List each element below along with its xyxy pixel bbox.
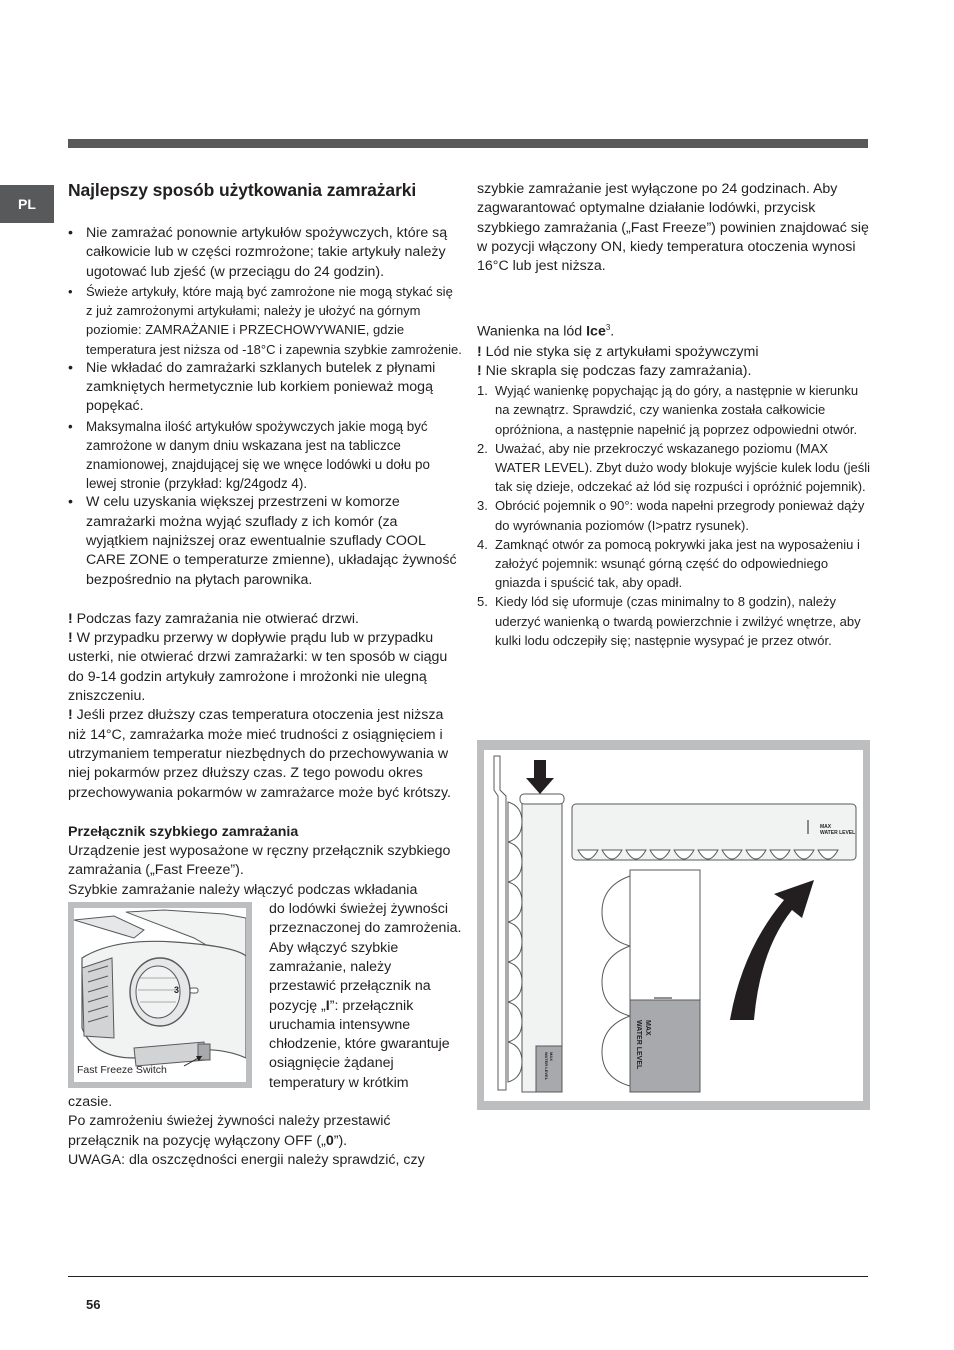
switch-paragraph: czasie. (68, 1094, 113, 1111)
step-text: Wyjąć wanienkę popychając ją do góry, a następnie w kierunku na zewnątrz. Sprawdzić, czy wanienka została całkowicie opróżniona, a następnie napełnić ją poprzez odpowiedni otwór. (495, 383, 859, 437)
ice-warning (477, 343, 871, 362)
bottom-divider (68, 1276, 868, 1277)
max-water-label-vertical (634, 1020, 652, 1069)
warning-door (68, 610, 462, 629)
warning-mark: ! (68, 630, 73, 647)
warning-mark: ! (68, 610, 73, 627)
warning-power (68, 629, 462, 706)
fast-freeze-paragraph: szybkie zamrażanie jest wyłączone po 24 godzinach. Aby zagwarantować optymalne działanie lodówki, przycisk szybkiego zamrażania („Fast Freeze”) powinien znajdować się w pozycji włączony ON, kiedy temperatura otoczenia wynosi 16°C lub jest niższa. (477, 181, 869, 275)
list-item: • Świeże artykuły, które mają być zamrożone nie mogą stykać się z już zamrożonymi artykułami; należy je ułożyć na górnym poziomie: ZAMRAŻANIE i PRZECHOWYWANIE, gdzie temperatura jest niższa od -18°C i zapewnia szybkie zamrożenie. (68, 282, 462, 359)
step-number: 5. (477, 594, 488, 610)
dial-mark: 3 (174, 985, 180, 996)
position-off-label: 0 (325, 1132, 334, 1149)
list-item (477, 592, 871, 650)
fast-freeze-switch-figure (68, 902, 252, 1088)
warning-mark: ! (68, 707, 73, 724)
ice-warning (477, 362, 871, 381)
step-number: 3. (477, 498, 488, 514)
position-on-label: I (325, 997, 330, 1014)
list-item (477, 381, 871, 439)
water-level-label: WATER LEVEL (820, 830, 856, 836)
warning-text: Nie skrapla się podczas fazy zamrażania). (481, 362, 752, 379)
step-number: 2. (477, 440, 488, 456)
text-run: ”: przełącznik uruchamia intensywne chłodzenie, które gwarantuje osiągnięcie żądanej temperatury w krótkim (269, 997, 450, 1091)
warning-mark: ! (477, 343, 482, 360)
figure-caption: Fast Freeze Switch (77, 1064, 167, 1077)
step-text: Zamknąć otwór za pomocą pokrywki jaka jest na wyposażeniu i założyć pojemnik: wsunąć górną część do odpowiedniego gniazda i spuścić tak, aby opadł. (495, 536, 860, 591)
list-item: • W celu uzyskania większej przestrzeni w komorze zamrażarki można wyjąć szuflady z ich komór (za wyjątkiem najniższej oraz ewentualnie szuflady COOL CARE ZONE o temperaturze zmienne), układając żywność bezpośrednio na płytach parownika. (68, 493, 462, 589)
warning-temperature (68, 706, 462, 802)
list-item (477, 535, 871, 593)
left-column (68, 178, 462, 1170)
ice-tray-illustration (484, 750, 863, 1101)
switch-paragraph: do lodówki świeżej żywności przeznaczonej do zamrożenia. (269, 901, 462, 937)
switch-paragraph: UWAGA: dla oszczędności energii należy sprawdzić, czy (68, 1151, 425, 1168)
max-label: MAX (820, 824, 832, 830)
top-divider-bar (68, 139, 868, 148)
text-run: Po zamrożeniu świeżej żywności należy przestawić przełącznik na pozycję wyłączony OFF („ (68, 1113, 391, 1149)
tips-list (68, 224, 462, 590)
step-text: Kiedy lód się uformuje (czas minimalny to 8 godzin), należy uderzyć wanienką o twardą powierzchnie i zwilżyć wnętrze, aby kulki lodu odczepiły się; następnie wysypać je przez otwór. (495, 594, 861, 648)
ice-tray-figure (477, 740, 870, 1110)
spacer (68, 803, 462, 823)
warning-mark: ! (477, 362, 482, 379)
warning-text: Podczas fazy zamrażania nie otwierać drzwi. (72, 610, 359, 627)
list-item (477, 439, 871, 497)
switch-paragraph: Urządzenie jest wyposażone w ręczny przełącznik szybkiego zamrażania („Fast Freeze”). (68, 843, 451, 879)
right-column (477, 180, 871, 650)
max-label: MAX (549, 1052, 554, 1061)
text-run: . (610, 324, 615, 341)
water-level-label: WATER LEVEL (635, 1020, 642, 1070)
spacer (477, 276, 871, 318)
max-water-label-horizontal (820, 824, 855, 836)
max-water-label-left (544, 1052, 554, 1080)
list-item: • Maksymalna ilość artykułów spożywczych jakie mogą być zamrożone w danym dniu wskazana jest na tabliczce znamionowej, znajdującej się we wnęce lodówki u dołu po lewej stronie (przykład: kg/24godz 4). (68, 417, 462, 494)
list-item: • Nie zamrażać ponownie artykułów spożywczych, które są całkowicie lub w części rozmrożone; takie artykuły należy ugotować lub zjeść (w przeciągu do 24 godzin). (68, 224, 462, 282)
ice-steps-list (477, 381, 871, 650)
text-run: Wanienka na lód (477, 324, 587, 341)
ice-label: Ice (586, 324, 606, 341)
warning-text: Jeśli przez dłuższy czas temperatura otoczenia jest niższa niż 14°C, zamrażarka może mieć trudności z osiągnięciem i utrzymaniem temperatur niezbędnych do przechowywania w niej pokarmów przez dłuższy czas. Z tego powodu okres przechowywania pokarmów w zamrażarce może być krótszy. (68, 707, 451, 801)
warning-text: Lód nie styka się z artykułami spożywczymi (481, 343, 759, 360)
text-run: ”). (333, 1132, 348, 1149)
language-tab: PL (0, 185, 54, 223)
water-level-label: WATER LEVEL (544, 1052, 549, 1081)
spacer (68, 590, 462, 610)
warning-text: W przypadku przerwy w dopływie prądu lub w przypadku usterki, nie otwierać drzwi zamrażarki: w ten sposób w ciągu do 9-14 godzin artykuły zamrożone i mrożonki nie ulegną zniszczeniu. (68, 630, 448, 705)
section-title: Najlepszy sposób użytkowania zamrażarki (68, 180, 417, 200)
page-number: 56 (86, 1297, 101, 1312)
fridge-control-illustration (74, 908, 246, 1082)
step-number: 4. (477, 536, 488, 552)
max-label: MAX (644, 1020, 651, 1036)
ice-tray-heading (477, 318, 871, 342)
step-text: Uważać, aby nie przekroczyć wskazanego poziomu (MAX WATER LEVEL). Zbyt dużo wody blokuje wyjście kulek lodu (jeśli tak się dzieje, odczekać aż lód się rozpuści i opróżnić pojemnik). (495, 440, 870, 495)
step-number: 1. (477, 383, 488, 399)
switch-heading: Przełącznik szybkiego zamrażania (68, 823, 299, 840)
list-item (477, 496, 871, 534)
switch-paragraph (68, 1112, 462, 1151)
step-text: Obrócić pojemnik o 90°: woda napełni przegrody ponieważ dąży do wyrównania poziomów (I>patrz rysunek). (495, 498, 865, 533)
text-run: Aby włączyć szybkie zamrażanie, należy przestawić przełącznik na pozycję „ (269, 939, 431, 1014)
footnote-mark: 3 (605, 323, 611, 333)
list-item: • Nie wkładać do zamrażarki szklanych butelek z płynami zamkniętych hermetycznie lub korkiem ponieważ mogą popękać. (68, 359, 462, 417)
switch-paragraph: Szybkie zamrażanie należy włączyć podczas wkładania (68, 881, 418, 898)
